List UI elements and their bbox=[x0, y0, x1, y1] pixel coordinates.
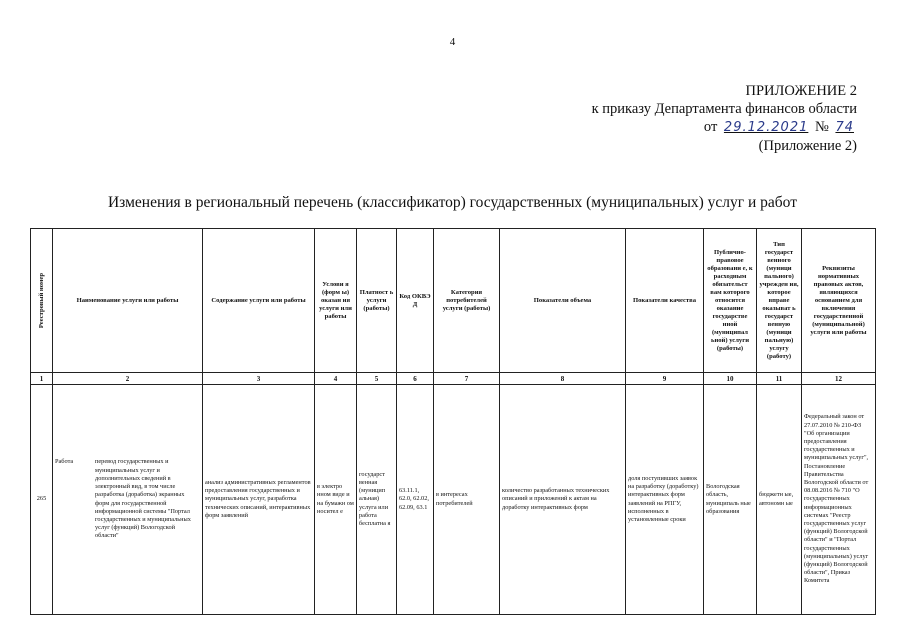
document-title: Изменения в региональный перечень (классификатор) государственных (муниципальных) услуг и работ bbox=[107, 194, 797, 211]
cell-service-kind: Работа bbox=[55, 458, 74, 466]
header-conditions: Услови я (форм ы) оказан ия услуги или работы bbox=[315, 229, 357, 373]
column-number: 10 bbox=[704, 373, 757, 385]
column-number: 5 bbox=[357, 373, 397, 385]
cell-legal-acts: Федеральный закон от 27.07.2010 № 210-ФЗ "Об организации предоставления государственных и муниципальных услуг", Постановление Правительства Вологодской области от 08.08.2016 № 710 "О государственных информационных системах "Реестр государственных услуг (функций) Вологодской области" и "Портал государственных (муниципальных) услуг (функций) Вологодской области", Приказ Комитета bbox=[802, 385, 876, 615]
column-number: 4 bbox=[315, 373, 357, 385]
column-number: 3 bbox=[203, 373, 315, 385]
cell-volume-indicators: количество разработанных технических описаний и приложений к актам на доработку интерактивных форм bbox=[500, 385, 626, 615]
appendix-header bbox=[592, 82, 857, 155]
appendix-subtitle: (Приложение 2) bbox=[758, 138, 857, 154]
cell-registry-number: 265 bbox=[31, 385, 53, 615]
column-number: 1 bbox=[31, 373, 53, 385]
number-prefix: № bbox=[814, 119, 829, 135]
column-number: 12 bbox=[802, 373, 876, 385]
appendix-order-ref: к приказу Департамента финансов области bbox=[591, 101, 857, 117]
cell-public-entity: Вологодская область, муниципаль ные образования bbox=[704, 385, 757, 615]
cell-consumers: в интересах потребителей bbox=[434, 385, 500, 615]
column-number: 7 bbox=[434, 373, 500, 385]
cell-quality-indicators: доля поступивших заявок на разработку (доработку) интерактивных форм заявлений на РПГУ, исполненных в установленные сроки bbox=[626, 385, 704, 615]
appendix-title: ПРИЛОЖЕНИЕ 2 bbox=[745, 83, 857, 99]
cell-service-name bbox=[53, 385, 203, 615]
column-number-row bbox=[31, 373, 876, 385]
header-consumers: Категория потребителей услуги (работы) bbox=[434, 229, 500, 373]
header-payment: Платност ь услуги (работы) bbox=[357, 229, 397, 373]
registry-table bbox=[30, 228, 876, 615]
handwritten-date: 29.12.2021 bbox=[723, 120, 809, 135]
table-row bbox=[31, 385, 876, 615]
cell-service-description: перевод государственных и муниципальных услуг и дополнительных сведений в электронный вид, в том числе разработка (доработка) экранных форм для государственной информационной системы "Портал государственных и муниципальных услуг (функций) Вологодской области" bbox=[95, 458, 191, 540]
header-okved: Код ОКВЭ Д bbox=[397, 229, 434, 373]
cell-conditions: в электро нном виде и на бумажн ом носител е bbox=[315, 385, 357, 615]
header-row bbox=[31, 229, 876, 373]
header-volume-indicators: Показатели объема bbox=[500, 229, 626, 373]
column-number: 9 bbox=[626, 373, 704, 385]
column-number: 11 bbox=[757, 373, 802, 385]
cell-institution-type: бюджетн ые, автономн ые bbox=[757, 385, 802, 615]
column-number: 6 bbox=[397, 373, 434, 385]
header-public-entity: Публично-правовое образовани е, к расходным обязательст вам которого относится оказание государстве нной (муниципал ьной) услуги (работы) bbox=[704, 229, 757, 373]
header-service-name: Наименование услуги или работы bbox=[53, 229, 203, 373]
cell-payment: государст венная (муницип альная) услуга или работа бесплатна я bbox=[357, 385, 397, 615]
column-number: 8 bbox=[500, 373, 626, 385]
cell-service-content: анализ административных регламентов предоставления государственных и муниципальных услуг, разработка технических описаний, интерактивных форм заявлений bbox=[203, 385, 315, 615]
header-quality-indicators: Показатели качества bbox=[626, 229, 704, 373]
page-number: 4 bbox=[449, 36, 456, 48]
handwritten-number: 74 bbox=[835, 120, 854, 135]
appendix-date-line bbox=[592, 118, 857, 137]
header-institution-type: Тип государст венного (муници пального) учрежден ия, которое вправе оказыват ь государст венную (муници пальную) услугу (работу) bbox=[757, 229, 802, 373]
cell-okved: 63.11.1, 62.0, 62.02, 62.09, 63.1 bbox=[397, 385, 434, 615]
header-service-content: Содержание услуги или работы bbox=[203, 229, 315, 373]
header-legal-acts: Реквизиты нормативных правовых актов, являющихся основанием для включения государственной (муниципальной) услуги или работы bbox=[802, 229, 876, 373]
header-registry-number: Реестровый номер bbox=[31, 229, 53, 373]
column-number: 2 bbox=[53, 373, 203, 385]
date-prefix: от bbox=[703, 119, 718, 135]
